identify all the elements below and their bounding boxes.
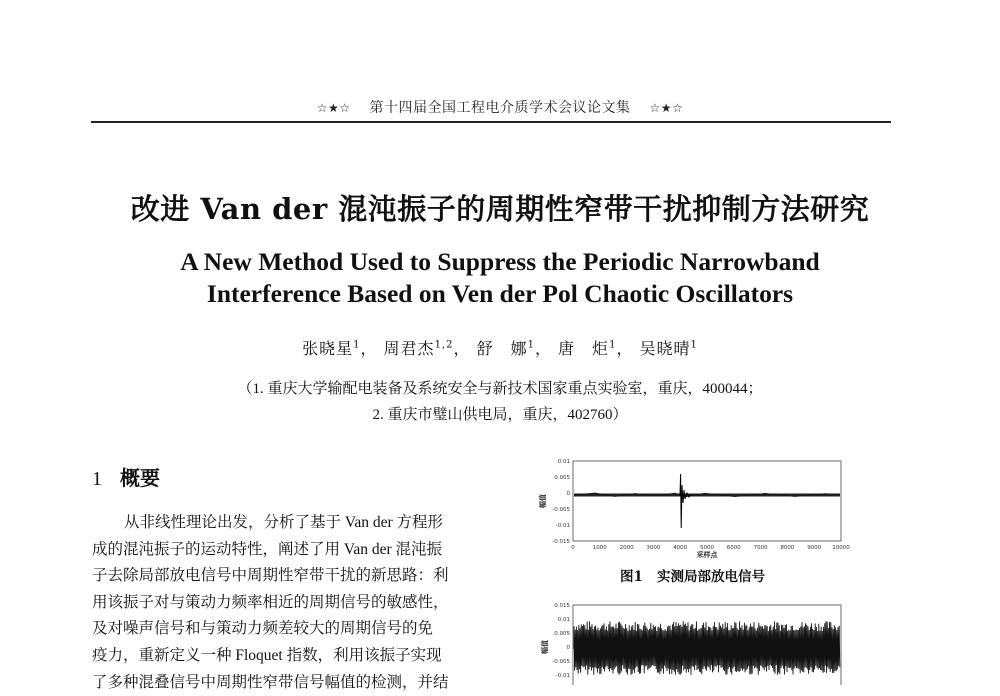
svg-text:0: 0 <box>571 545 575 551</box>
svg-text:0: 0 <box>566 645 570 651</box>
body-paragraph <box>92 510 492 696</box>
y-axis-label: 幅值 <box>541 640 549 654</box>
y-axis-ticks <box>552 603 570 679</box>
affiliation-1: （1. 重庆大学输配电装备及系统安全与新技术国家重点实验室，重庆，400044； <box>237 381 763 397</box>
svg-text:5000: 5000 <box>700 545 714 551</box>
figure-caption-text: 实测局部放电信号 <box>656 569 765 585</box>
text-line: 用该振子对与策动力频率相近的周期信号的敏感性， <box>92 593 449 611</box>
svg-text:0.015: 0.015 <box>554 603 570 609</box>
section-number: 1 <box>92 468 102 490</box>
svg-text:-0.01: -0.01 <box>555 673 570 679</box>
svg-text:0.01: 0.01 <box>557 459 570 465</box>
svg-text:4000: 4000 <box>673 545 688 551</box>
svg-text:-0.015: -0.015 <box>552 539 570 545</box>
text-line: 成的混沌振子的运动特性，阐述了用 Van der 混沌振 <box>92 540 443 558</box>
title-en-line-1: A New Method Used to Suppress the Periodic Narrowband <box>180 247 820 276</box>
svg-text:-0.01: -0.01 <box>555 523 570 529</box>
title-en-line-2: Interference Based on Ven der Pol Chaotic Oscillators <box>206 279 794 308</box>
text-line: 子去除局部放电信号中周期性窄带干扰的新思路：利 <box>92 567 449 585</box>
figure-2-chart <box>535 595 850 680</box>
svg-text:0: 0 <box>566 491 570 497</box>
text-line: 及对噪声信号和与策动力频差较大的周期信号的免 <box>92 620 434 638</box>
svg-text:-0.005: -0.005 <box>552 507 570 513</box>
text-line: 疫力，重新定义一种 Floquet 指数，利用该振子实现 <box>92 646 442 664</box>
affiliation-2: 2. 重庆市璧山供电局，重庆，402760） <box>372 407 628 423</box>
stars-decoration-right-icon: ☆★☆ <box>649 101 684 115</box>
affiliations <box>0 376 1000 428</box>
text-line: 了多种混叠信号中周期性窄带信号幅值的检测，并结 <box>92 673 449 691</box>
figure-number: 图1 <box>620 569 643 585</box>
svg-text:1000: 1000 <box>592 545 607 551</box>
svg-text:2000: 2000 <box>619 545 634 551</box>
author: 周君杰$^{1,2}$ <box>383 339 454 358</box>
header-rule <box>91 121 891 123</box>
svg-text:0.01: 0.01 <box>557 617 570 623</box>
proceedings-title: 第十四届全国工程电介质学术会议论文集 <box>369 100 631 116</box>
svg-text:7000: 7000 <box>753 545 768 551</box>
figure-1-caption <box>535 565 850 585</box>
stars-decoration-left-icon: ☆★☆ <box>316 101 351 115</box>
paper-title-chinese: 改进 Van der 混沌振子的周期性窄带干扰抑制方法研究 <box>130 192 870 226</box>
author: 张晓星$^1$ <box>302 339 361 358</box>
author-list: 张晓星$^1$， 周君杰$^{1,2}$， 舒 娜$^1$， 唐 炬$^1$， 吴晓晴$^1$ <box>302 339 698 358</box>
svg-text:0.005: 0.005 <box>554 631 570 637</box>
x-axis-label: 采样点 <box>696 551 718 559</box>
running-header <box>0 97 1000 117</box>
section-heading <box>92 462 160 491</box>
svg-text:9000: 9000 <box>807 545 822 551</box>
author: 唐 炬$^1$ <box>558 339 617 358</box>
section-title: 概要 <box>120 466 160 490</box>
author: 舒 娜$^1$ <box>476 339 535 358</box>
paper-title-english <box>0 246 1000 310</box>
svg-text:8000: 8000 <box>780 545 795 551</box>
y-axis-label: 幅值 <box>539 494 547 508</box>
svg-text:6000: 6000 <box>726 545 741 551</box>
svg-text:3000: 3000 <box>646 545 661 551</box>
svg-text:10000: 10000 <box>832 545 850 551</box>
figure-1-chart <box>535 455 850 560</box>
author: 吴晓晴$^1$ <box>639 339 698 358</box>
y-axis-ticks <box>552 459 570 545</box>
text-line: 从非线性理论出发，分析了基于 Van der 方程形 <box>124 514 444 531</box>
svg-text:-0.005: -0.005 <box>552 659 570 665</box>
svg-text:0.005: 0.005 <box>554 475 570 481</box>
